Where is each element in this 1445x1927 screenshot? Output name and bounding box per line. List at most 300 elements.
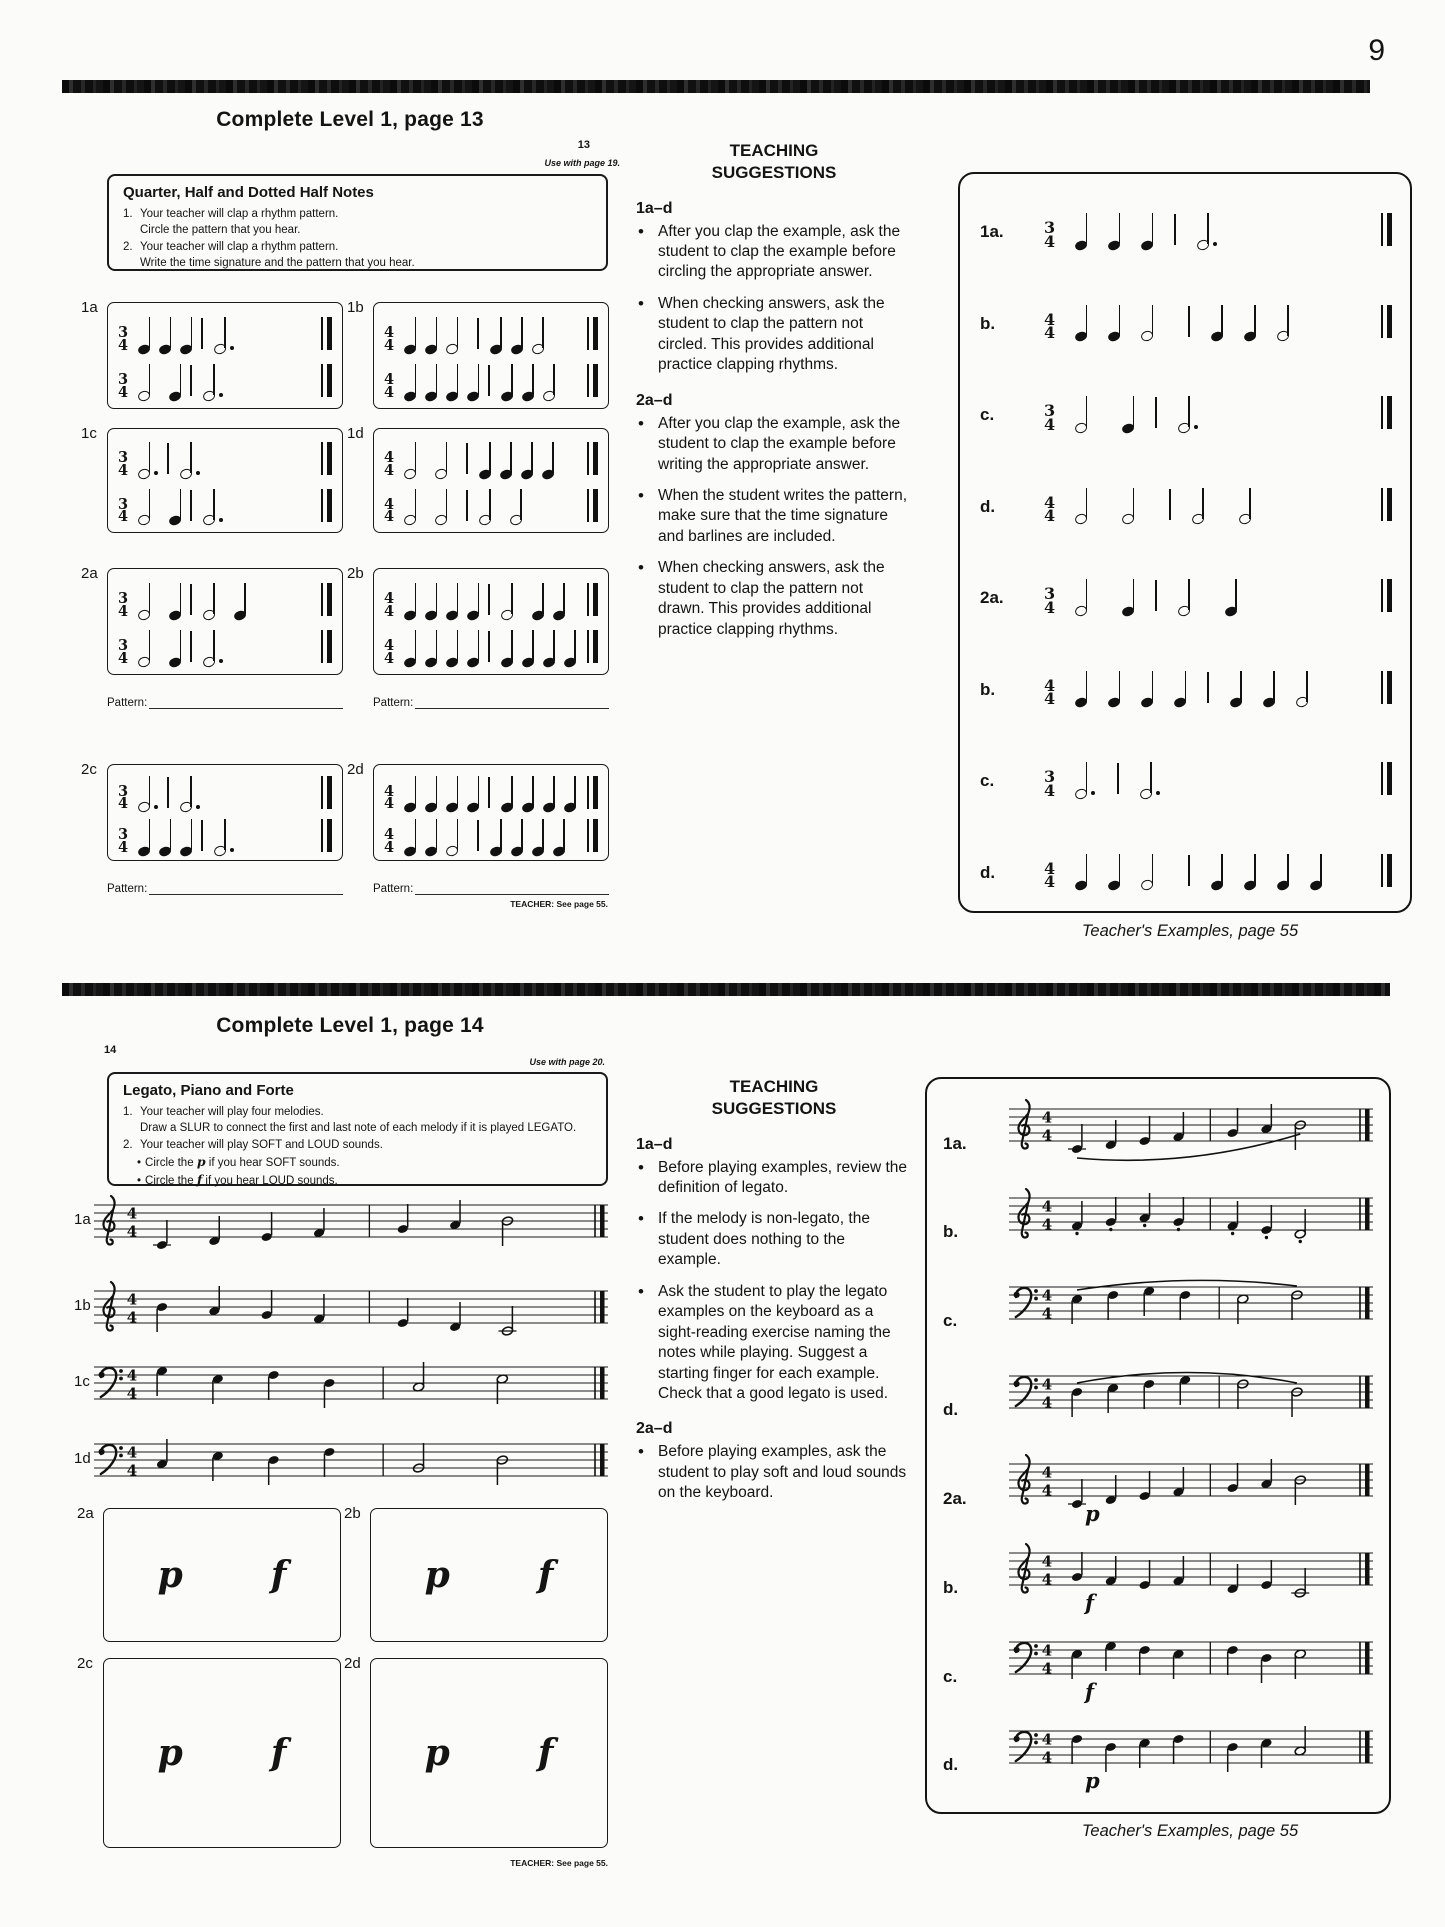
time-signature: 4 4 xyxy=(384,637,395,667)
example-row: c. 4 4 f xyxy=(943,1628,1377,1711)
pf-box-2b: 2b p f xyxy=(370,1508,608,1642)
quarter-note xyxy=(1174,668,1186,708)
svg-text:4: 4 xyxy=(1041,1215,1053,1234)
quarter-note xyxy=(404,816,416,856)
svg-text:4: 4 xyxy=(126,1461,138,1480)
svg-text:4: 4 xyxy=(1041,1375,1053,1394)
time-signature: 3 4 xyxy=(118,637,129,667)
staff-svg xyxy=(1009,1273,1373,1351)
quarter-note xyxy=(138,816,150,856)
quarter-note xyxy=(169,486,181,526)
teacher-reference-note-2: TEACHER: See page 55. xyxy=(510,1858,608,1868)
example-row: d. 4 4 p xyxy=(943,1717,1377,1800)
half-note xyxy=(1192,485,1204,525)
section-divider-rule xyxy=(62,983,1390,996)
quarter-note xyxy=(467,627,479,667)
forte-choice[interactable]: f xyxy=(270,1732,287,1774)
time-signature: 3 4 xyxy=(1044,767,1056,800)
use-with-note-1: Use with page 19. xyxy=(544,158,620,168)
svg-text:4: 4 xyxy=(1041,1730,1053,1749)
svg-text:4: 4 xyxy=(1041,1126,1053,1145)
melody-staff-1b[interactable] xyxy=(94,1277,608,1360)
final-barline xyxy=(1365,1109,1370,1141)
svg-text:4: 4 xyxy=(126,1290,138,1309)
teacher-examples-panel-1 xyxy=(958,172,1412,913)
half-note xyxy=(1075,393,1087,433)
time-signature: 3 4 xyxy=(118,449,129,479)
svg-text:4: 4 xyxy=(126,1366,138,1385)
bullet: • After you clap the example, ask the student to clap the example before circling the appropriate answer. xyxy=(636,222,912,283)
time-signature: 4 4 xyxy=(1044,858,1056,892)
final-barline xyxy=(587,442,598,475)
quarter-note xyxy=(553,580,565,620)
dynamic-marking: p xyxy=(1085,1501,1100,1527)
rhythm-line[interactable] xyxy=(384,576,598,620)
rhythm-line[interactable] xyxy=(118,435,332,479)
teacher-reference-note-1: TEACHER: See page 55. xyxy=(510,899,608,909)
half-note xyxy=(404,486,416,526)
quarter-note xyxy=(169,361,181,401)
example-row: b. 4 4 xyxy=(980,292,1392,342)
staff-label-1d: 1d xyxy=(74,1450,91,1467)
svg-text:4: 4 xyxy=(1041,1748,1053,1767)
quarter-note xyxy=(1075,668,1087,708)
suggestions-title: TEACHING SUGGESTIONS xyxy=(711,141,837,182)
quarter-note xyxy=(467,773,479,813)
time-signature: 3 4 xyxy=(118,371,129,401)
bullet: • After you clap the example, ask the student to clap the example before writing the appropriate answer. xyxy=(636,414,912,475)
student-book-page-13: 13 xyxy=(577,139,590,151)
quarter-note xyxy=(446,627,458,667)
quarter-note xyxy=(543,627,555,667)
group-heading: 1a–d xyxy=(636,199,673,217)
quarter-note xyxy=(500,439,512,479)
quarter-note xyxy=(532,816,544,856)
quarter-note xyxy=(1122,576,1134,616)
quarter-note xyxy=(1075,210,1087,250)
staff-svg xyxy=(1009,1450,1373,1528)
barline xyxy=(201,820,203,851)
staccato-dot xyxy=(1299,1240,1302,1243)
rhythm-line[interactable] xyxy=(118,769,332,813)
bullet-list xyxy=(636,1158,912,1405)
svg-text:4: 4 xyxy=(126,1308,138,1327)
half-note xyxy=(1296,668,1308,708)
svg-text:4: 4 xyxy=(126,1384,138,1403)
svg-text:4: 4 xyxy=(1041,1552,1053,1571)
barline xyxy=(1207,672,1209,703)
quarter-note xyxy=(501,361,513,401)
final-barline xyxy=(1381,305,1392,338)
forte-choice[interactable]: f xyxy=(270,1554,287,1596)
instruction: 1. Your teacher will clap a rhythm pattern. xyxy=(123,208,339,220)
example-row: b. 4 4 xyxy=(980,658,1392,708)
quarter-note xyxy=(1211,302,1223,342)
half-note xyxy=(510,486,522,526)
final-barline xyxy=(587,489,598,522)
barline xyxy=(1155,397,1157,428)
svg-text:4: 4 xyxy=(1041,1570,1053,1589)
example-row: 1a. 3 4 xyxy=(980,200,1392,250)
instruction: Circle the pattern that you hear. xyxy=(140,224,301,237)
quarter-note xyxy=(1211,851,1223,891)
final-barline xyxy=(587,583,598,616)
exercise-1b: 1b 4 4 4 4 xyxy=(373,302,609,409)
quarter-note xyxy=(522,627,534,667)
melody-staff-1a[interactable] xyxy=(94,1191,608,1274)
dotted-half-note xyxy=(138,773,150,813)
piano-choice[interactable]: p xyxy=(424,1732,450,1774)
half-note xyxy=(479,486,491,526)
forte-choice[interactable]: f xyxy=(537,1732,554,1774)
svg-text:4: 4 xyxy=(1041,1286,1053,1305)
rhythm-line[interactable] xyxy=(118,357,332,401)
quarter-note xyxy=(490,816,502,856)
barline xyxy=(488,631,490,662)
melody-staff-1d[interactable] xyxy=(94,1430,608,1513)
dotted-half-note xyxy=(1197,210,1209,250)
worksheet2-instructions-box xyxy=(107,1072,608,1186)
page-number: 9 xyxy=(1368,34,1385,67)
half-note xyxy=(1277,302,1289,342)
header-rule xyxy=(62,80,1370,93)
time-signature: 4 4 xyxy=(384,590,395,620)
slur xyxy=(1077,1280,1297,1290)
quarter-note xyxy=(1075,302,1087,342)
quarter-note xyxy=(404,580,416,620)
quarter-note xyxy=(1244,851,1256,891)
staccato-dot xyxy=(1143,1224,1146,1227)
half-note xyxy=(404,439,416,479)
piano-choice[interactable]: p xyxy=(424,1554,450,1596)
final-barline xyxy=(1381,671,1392,704)
rhythm-line[interactable] xyxy=(118,482,332,526)
rhythm-line[interactable] xyxy=(384,435,598,479)
final-barline xyxy=(1365,1553,1370,1585)
piano-choice[interactable]: p xyxy=(157,1732,183,1774)
time-signature: 4 4 xyxy=(384,371,395,401)
quarter-note xyxy=(446,361,458,401)
final-barline xyxy=(600,1367,605,1399)
dotted-half-note xyxy=(203,486,215,526)
time-signature: 3 4 xyxy=(118,495,129,526)
quarter-note xyxy=(159,816,171,856)
rhythm-line[interactable] xyxy=(384,769,598,813)
final-barline xyxy=(1365,1464,1370,1496)
bullet: • When checking answers, ask the student to clap the pattern not circled. This provides additional practice clapping rhythms. xyxy=(636,294,912,376)
quarter-note xyxy=(404,627,416,667)
quarter-note xyxy=(169,627,181,667)
staccato-dot xyxy=(1109,1228,1112,1231)
quarter-note xyxy=(522,773,534,813)
barline xyxy=(201,318,203,349)
quarter-note xyxy=(1244,302,1256,342)
quarter-note xyxy=(425,314,437,354)
barline xyxy=(466,443,468,474)
final-barline xyxy=(321,819,332,852)
barline xyxy=(190,631,192,662)
exercise-1a: 1a 3 4 3 4 xyxy=(107,302,343,409)
dynamic-marking: f xyxy=(1085,1590,1095,1616)
time-signature: 3 4 xyxy=(118,782,129,812)
final-barline xyxy=(321,583,332,616)
student-book-page-14: 14 xyxy=(104,1044,117,1056)
quarter-note xyxy=(234,580,246,620)
rhythm-line xyxy=(1044,292,1392,342)
dotted-half-note xyxy=(203,627,215,667)
pf-box-2c: 2c p f xyxy=(103,1658,341,1848)
final-barline xyxy=(600,1444,605,1476)
pattern-answer-2d: Pattern: xyxy=(373,881,609,895)
example-row: 1a. 4 4 xyxy=(943,1095,1377,1178)
forte-choice[interactable]: f xyxy=(537,1554,554,1596)
teacher-examples-panel-2 xyxy=(925,1077,1391,1814)
svg-text:4: 4 xyxy=(1041,1108,1053,1127)
example-staff xyxy=(1009,1628,1373,1711)
rhythm-line[interactable] xyxy=(384,623,598,667)
examples-caption-1: Teacher's Examples, page 55 xyxy=(1081,922,1299,940)
quarter-note xyxy=(522,361,534,401)
example-row: d. 4 4 xyxy=(980,475,1392,525)
example-row: c. 4 4 xyxy=(943,1273,1377,1356)
quarter-note xyxy=(404,773,416,813)
quarter-note xyxy=(1108,668,1120,708)
dotted-half-note xyxy=(180,773,192,813)
half-note xyxy=(138,580,150,620)
svg-text:4: 4 xyxy=(1041,1659,1053,1678)
final-barline xyxy=(587,819,598,852)
barline xyxy=(1174,214,1176,245)
dotted-half-note xyxy=(138,439,150,479)
time-signature: 4 4 xyxy=(384,449,395,479)
quarter-note xyxy=(1310,851,1322,891)
barline xyxy=(1117,763,1119,794)
half-note xyxy=(446,314,458,354)
quarter-note xyxy=(1122,393,1134,433)
example-staff xyxy=(1009,1184,1373,1267)
final-barline xyxy=(1365,1731,1370,1763)
rhythm-line[interactable] xyxy=(384,482,598,526)
svg-text:4: 4 xyxy=(126,1443,138,1462)
svg-text:4: 4 xyxy=(126,1222,138,1241)
quarter-note xyxy=(501,627,513,667)
rhythm-line[interactable] xyxy=(118,813,332,857)
exercise-1d: 1d 4 4 4 4 xyxy=(373,428,609,533)
bullet: • Ask the student to play the legato examples on the keyboard as a sight-reading exercise naming the notes while playing. Suggest a starting finger for each example. Check that a good legato is used. xyxy=(636,1282,912,1405)
rhythm-line xyxy=(1044,566,1392,616)
quarter-note xyxy=(1225,576,1237,616)
barline xyxy=(488,777,490,808)
final-barline xyxy=(1381,854,1392,887)
time-signature: 4 4 xyxy=(1044,675,1056,709)
quarter-note xyxy=(1108,302,1120,342)
dynamic-marking: p xyxy=(1085,1767,1100,1793)
final-barline xyxy=(1381,488,1392,521)
example-row: b. 4 4 xyxy=(943,1184,1377,1267)
example-staff xyxy=(1009,1362,1373,1445)
instruction: 1. Your teacher will play four melodies. xyxy=(123,1106,324,1118)
quarter-note xyxy=(446,773,458,813)
quarter-note xyxy=(138,314,150,354)
bullet: • When checking answers, ask the student to clap the pattern not drawn. This provides additional practice clapping rhythms. xyxy=(636,558,912,640)
final-barline xyxy=(600,1291,605,1323)
melody-staff-1c[interactable] xyxy=(94,1353,608,1436)
dotted-half-note xyxy=(1140,759,1152,799)
final-barline xyxy=(321,630,332,663)
final-barline xyxy=(1381,762,1392,795)
bullet-list xyxy=(636,222,912,376)
time-signature: 4 4 xyxy=(1044,492,1056,526)
rhythm-line xyxy=(1044,383,1392,433)
quarter-note xyxy=(553,816,565,856)
section2-title: Complete Level 1, page 14 xyxy=(216,1014,484,1037)
staff-label-1c: 1c xyxy=(74,1373,90,1390)
rhythm-line[interactable] xyxy=(118,310,332,354)
svg-text:4: 4 xyxy=(1041,1304,1053,1323)
quarter-note xyxy=(404,314,416,354)
quarter-note xyxy=(180,314,192,354)
staff-svg xyxy=(1009,1717,1373,1795)
barline xyxy=(167,777,169,808)
quarter-note xyxy=(521,439,533,479)
quarter-note xyxy=(467,361,479,401)
quarter-note xyxy=(425,580,437,620)
rhythm-line xyxy=(1044,658,1392,708)
teaching-suggestions-2 xyxy=(636,1076,912,1515)
rhythm-line[interactable] xyxy=(384,357,598,401)
quarter-note xyxy=(1263,668,1275,708)
barline xyxy=(488,365,490,396)
example-row: d. 4 4 xyxy=(980,841,1392,891)
quarter-note xyxy=(1230,668,1242,708)
quarter-note xyxy=(1108,851,1120,891)
half-note xyxy=(1122,485,1134,525)
quarter-note xyxy=(564,773,576,813)
rhythm-line xyxy=(1044,749,1392,799)
barline xyxy=(477,318,479,349)
half-note xyxy=(1178,576,1190,616)
group-heading: 2a–d xyxy=(636,1420,673,1438)
time-signature: 4 4 xyxy=(1044,309,1056,343)
half-note xyxy=(1239,485,1251,525)
bullet: • Before playing examples, ask the student to play soft and loud sounds on the keyboard. xyxy=(636,1442,912,1503)
svg-text:4: 4 xyxy=(1041,1641,1053,1660)
rhythm-line[interactable] xyxy=(384,813,598,857)
quarter-note xyxy=(425,361,437,401)
half-note xyxy=(543,361,555,401)
example-row: d. 4 4 xyxy=(943,1362,1377,1445)
final-barline xyxy=(1365,1376,1370,1408)
barline xyxy=(1188,306,1190,337)
rhythm-line xyxy=(1044,200,1392,250)
staff-svg xyxy=(1009,1184,1373,1262)
final-barline xyxy=(587,776,598,809)
examples-caption-2: Teacher's Examples, page 55 xyxy=(1081,1822,1299,1840)
example-staff xyxy=(1009,1539,1373,1622)
half-note xyxy=(532,314,544,354)
group-heading: 1a–d xyxy=(636,1135,673,1153)
example-row: b. 4 4 f xyxy=(943,1539,1377,1622)
pattern-answer-line[interactable] xyxy=(149,881,343,895)
barline xyxy=(1155,580,1157,611)
quarter-note xyxy=(490,314,502,354)
quarter-note xyxy=(479,439,491,479)
quarter-note xyxy=(404,361,416,401)
worksheet1-instructions-box xyxy=(107,174,608,271)
example-staff xyxy=(1009,1450,1373,1533)
staff-svg xyxy=(1009,1362,1373,1440)
time-signature: 4 4 xyxy=(384,324,395,354)
final-barline xyxy=(1365,1287,1370,1319)
exercise-2c: 2c 3 4 3 4 xyxy=(107,764,343,861)
final-barline xyxy=(1381,213,1392,246)
half-note xyxy=(203,580,215,620)
final-barline xyxy=(1381,396,1392,429)
staff-svg xyxy=(94,1277,608,1355)
section1-title: Complete Level 1, page 13 xyxy=(216,108,484,131)
half-note xyxy=(138,486,150,526)
rhythm-line[interactable] xyxy=(118,623,332,667)
time-signature: 3 4 xyxy=(118,324,129,354)
final-barline xyxy=(321,776,332,809)
pattern-answer-2a: Pattern: xyxy=(107,695,343,709)
bullet: • When the student writes the pattern, make sure that the time signature and barlines are included. xyxy=(636,486,912,547)
time-signature: 3 4 xyxy=(118,826,129,856)
piano-choice[interactable]: p xyxy=(157,1554,183,1596)
rhythm-line[interactable] xyxy=(384,310,598,354)
rhythm-line xyxy=(1044,475,1392,525)
rhythm-line xyxy=(1044,841,1392,891)
half-note xyxy=(1141,302,1153,342)
pattern-answer-line[interactable] xyxy=(149,695,343,709)
rhythm-line[interactable] xyxy=(118,576,332,620)
quarter-note xyxy=(1141,668,1153,708)
dotted-half-note xyxy=(1178,393,1190,433)
time-signature: 4 4 xyxy=(384,782,395,812)
use-with-note-2: Use with page 20. xyxy=(529,1057,605,1067)
final-barline xyxy=(600,1205,605,1237)
teaching-suggestions-1 xyxy=(636,140,912,651)
quarter-note xyxy=(511,816,523,856)
dynamic-marking: f xyxy=(1085,1679,1095,1705)
time-signature: 4 4 xyxy=(384,826,395,856)
pattern-answer-line[interactable] xyxy=(415,695,609,709)
instruction: Draw a SLUR to connect the first and last note of each melody if it is played LEGATO. xyxy=(140,1122,577,1135)
staff-svg xyxy=(94,1430,608,1508)
example-row: 2a. 4 4 p xyxy=(943,1450,1377,1533)
pattern-answer-line[interactable] xyxy=(415,881,609,895)
time-signature: 4 4 xyxy=(384,495,395,526)
svg-text:4: 4 xyxy=(126,1204,138,1223)
quarter-note xyxy=(1141,210,1153,250)
bullet: • If the melody is non-legato, the student does nothing to the example. xyxy=(636,1209,912,1270)
staff-label-1a: 1a xyxy=(74,1211,91,1228)
staccato-dot xyxy=(1265,1236,1268,1239)
half-note xyxy=(138,361,150,401)
dotted-half-note xyxy=(180,439,192,479)
staff-svg xyxy=(1009,1539,1373,1617)
staff-svg xyxy=(1009,1628,1373,1706)
final-barline xyxy=(1365,1198,1370,1230)
final-barline xyxy=(321,442,332,475)
svg-text:4: 4 xyxy=(1041,1481,1053,1500)
quarter-note xyxy=(180,816,192,856)
barline xyxy=(190,365,192,396)
svg-text:4: 4 xyxy=(1041,1463,1053,1482)
instruction: 2. Your teacher will play SOFT and LOUD sounds. xyxy=(123,1138,383,1151)
final-barline xyxy=(321,317,332,350)
staff-label-1b: 1b xyxy=(74,1297,91,1314)
